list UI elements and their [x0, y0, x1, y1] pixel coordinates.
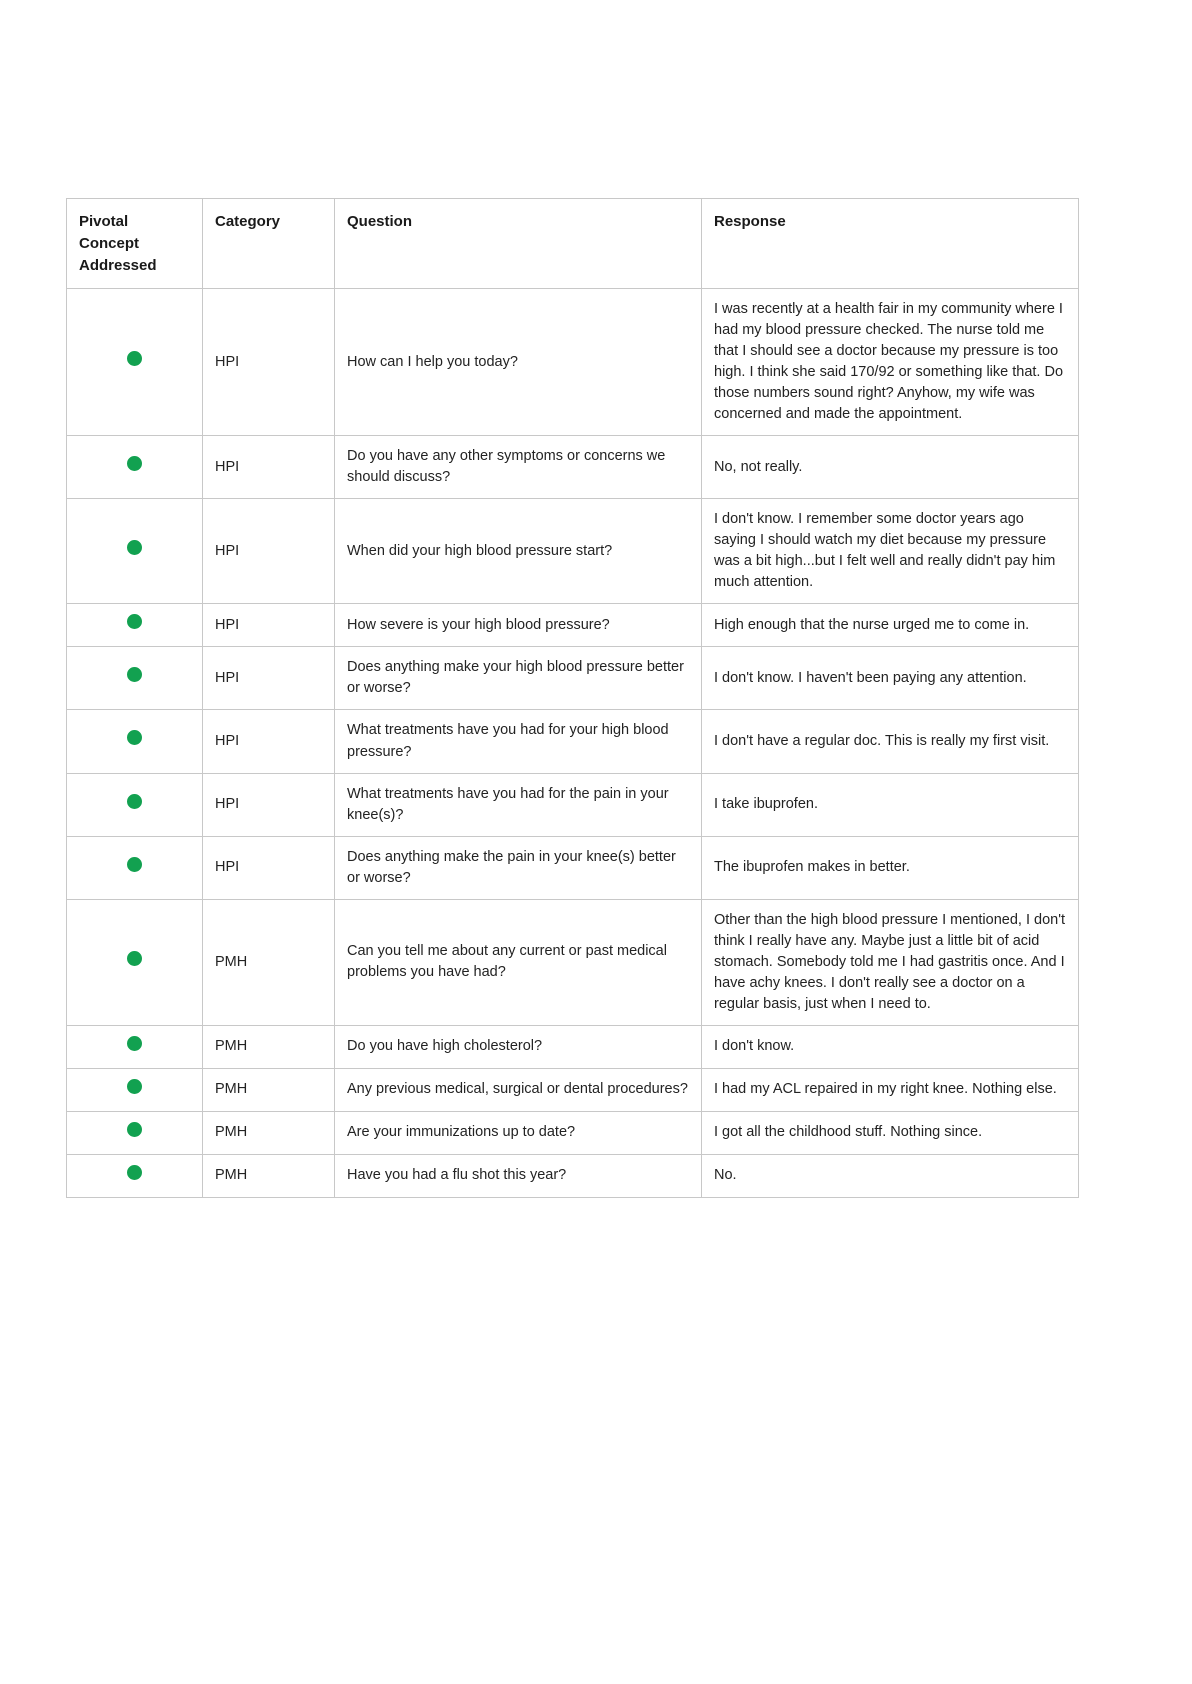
table-row — [67, 899, 1079, 1025]
green-dot-icon — [127, 1036, 142, 1051]
response-cell: I got all the childhood stuff. Nothing since. — [702, 1111, 1079, 1154]
green-dot-icon — [127, 614, 142, 629]
table-header-row — [67, 199, 1079, 289]
response-cell: I don't know. — [702, 1025, 1079, 1068]
pivotal-concept-cell — [67, 1111, 203, 1154]
question-cell: How can I help you today? — [335, 289, 702, 436]
pivotal-concept-cell — [67, 436, 203, 499]
category-cell: HPI — [203, 436, 335, 499]
question-cell: Have you had a flu shot this year? — [335, 1154, 702, 1197]
response-cell: High enough that the nurse urged me to come in. — [702, 604, 1079, 647]
table-row — [67, 1025, 1079, 1068]
pivotal-concept-cell — [67, 836, 203, 899]
green-dot-icon — [127, 1079, 142, 1094]
category-cell: HPI — [203, 647, 335, 710]
pivotal-concept-cell — [67, 1154, 203, 1197]
response-cell: I don't know. I haven't been paying any attention. — [702, 647, 1079, 710]
table-row — [67, 1068, 1079, 1111]
green-dot-icon — [127, 730, 142, 745]
question-cell: Are your immunizations up to date? — [335, 1111, 702, 1154]
question-cell: What treatments have you had for the pain in your knee(s)? — [335, 773, 702, 836]
pivotal-concept-cell — [67, 1025, 203, 1068]
green-dot-icon — [127, 540, 142, 555]
column-header-category: Category — [203, 199, 335, 289]
green-dot-icon — [127, 1165, 142, 1180]
pivotal-concept-cell — [67, 773, 203, 836]
table-row — [67, 499, 1079, 604]
category-cell: HPI — [203, 836, 335, 899]
response-cell: I was recently at a health fair in my community where I had my blood pressure checked. The nurse told me that I should see a doctor because my pressure is too high. I think she said 170/92 or something like that. Do those numbers sound right? Anyhow, my wife was concerned and made the appointment. — [702, 289, 1079, 436]
column-header-question: Question — [335, 199, 702, 289]
question-cell: What treatments have you had for your high blood pressure? — [335, 710, 702, 773]
question-cell: Does anything make the pain in your knee(s) better or worse? — [335, 836, 702, 899]
question-cell: Any previous medical, surgical or dental procedures? — [335, 1068, 702, 1111]
table-row — [67, 1111, 1079, 1154]
table-row — [67, 773, 1079, 836]
qa-table-container — [66, 198, 1078, 1198]
category-cell: PMH — [203, 1154, 335, 1197]
response-cell: I don't have a regular doc. This is really my first visit. — [702, 710, 1079, 773]
pivotal-concept-cell — [67, 899, 203, 1025]
table-row — [67, 647, 1079, 710]
response-cell: I don't know. I remember some doctor years ago saying I should watch my diet because my pressure was a bit high...but I felt well and really didn't pay him much attention. — [702, 499, 1079, 604]
category-cell: HPI — [203, 773, 335, 836]
table-row — [67, 710, 1079, 773]
table-body — [67, 289, 1079, 1197]
pivotal-concept-cell — [67, 499, 203, 604]
category-cell: PMH — [203, 1068, 335, 1111]
category-cell: PMH — [203, 899, 335, 1025]
pivotal-concept-cell — [67, 710, 203, 773]
question-cell: Do you have high cholesterol? — [335, 1025, 702, 1068]
question-cell: Does anything make your high blood pressure better or worse? — [335, 647, 702, 710]
question-cell: How severe is your high blood pressure? — [335, 604, 702, 647]
table-row — [67, 604, 1079, 647]
table-row — [67, 836, 1079, 899]
green-dot-icon — [127, 1122, 142, 1137]
interview-question-response-table — [66, 198, 1079, 1198]
category-cell: PMH — [203, 1111, 335, 1154]
response-cell: I had my ACL repaired in my right knee. Nothing else. — [702, 1068, 1079, 1111]
response-cell: The ibuprofen makes in better. — [702, 836, 1079, 899]
column-header-pivotal-concept: Pivotal Concept Addressed — [67, 199, 203, 289]
table-header — [67, 199, 1079, 289]
response-cell: No, not really. — [702, 436, 1079, 499]
table-row — [67, 1154, 1079, 1197]
category-cell: HPI — [203, 289, 335, 436]
category-cell: HPI — [203, 710, 335, 773]
category-cell: PMH — [203, 1025, 335, 1068]
question-cell: When did your high blood pressure start? — [335, 499, 702, 604]
response-cell: Other than the high blood pressure I mentioned, I don't think I really have any. Maybe just a little bit of acid stomach. Somebody told me I had gastritis once. And I have achy knees. I don't really see a doctor on a regular basis, just when I need to. — [702, 899, 1079, 1025]
category-cell: HPI — [203, 499, 335, 604]
green-dot-icon — [127, 456, 142, 471]
table-row — [67, 289, 1079, 436]
green-dot-icon — [127, 857, 142, 872]
green-dot-icon — [127, 351, 142, 366]
pivotal-concept-cell — [67, 1068, 203, 1111]
question-cell: Can you tell me about any current or past medical problems you have had? — [335, 899, 702, 1025]
table-row — [67, 436, 1079, 499]
category-cell: HPI — [203, 604, 335, 647]
green-dot-icon — [127, 667, 142, 682]
pivotal-concept-cell — [67, 289, 203, 436]
pivotal-concept-cell — [67, 647, 203, 710]
column-header-response: Response — [702, 199, 1079, 289]
response-cell: I take ibuprofen. — [702, 773, 1079, 836]
green-dot-icon — [127, 951, 142, 966]
question-cell: Do you have any other symptoms or concerns we should discuss? — [335, 436, 702, 499]
response-cell: No. — [702, 1154, 1079, 1197]
pivotal-concept-cell — [67, 604, 203, 647]
green-dot-icon — [127, 794, 142, 809]
